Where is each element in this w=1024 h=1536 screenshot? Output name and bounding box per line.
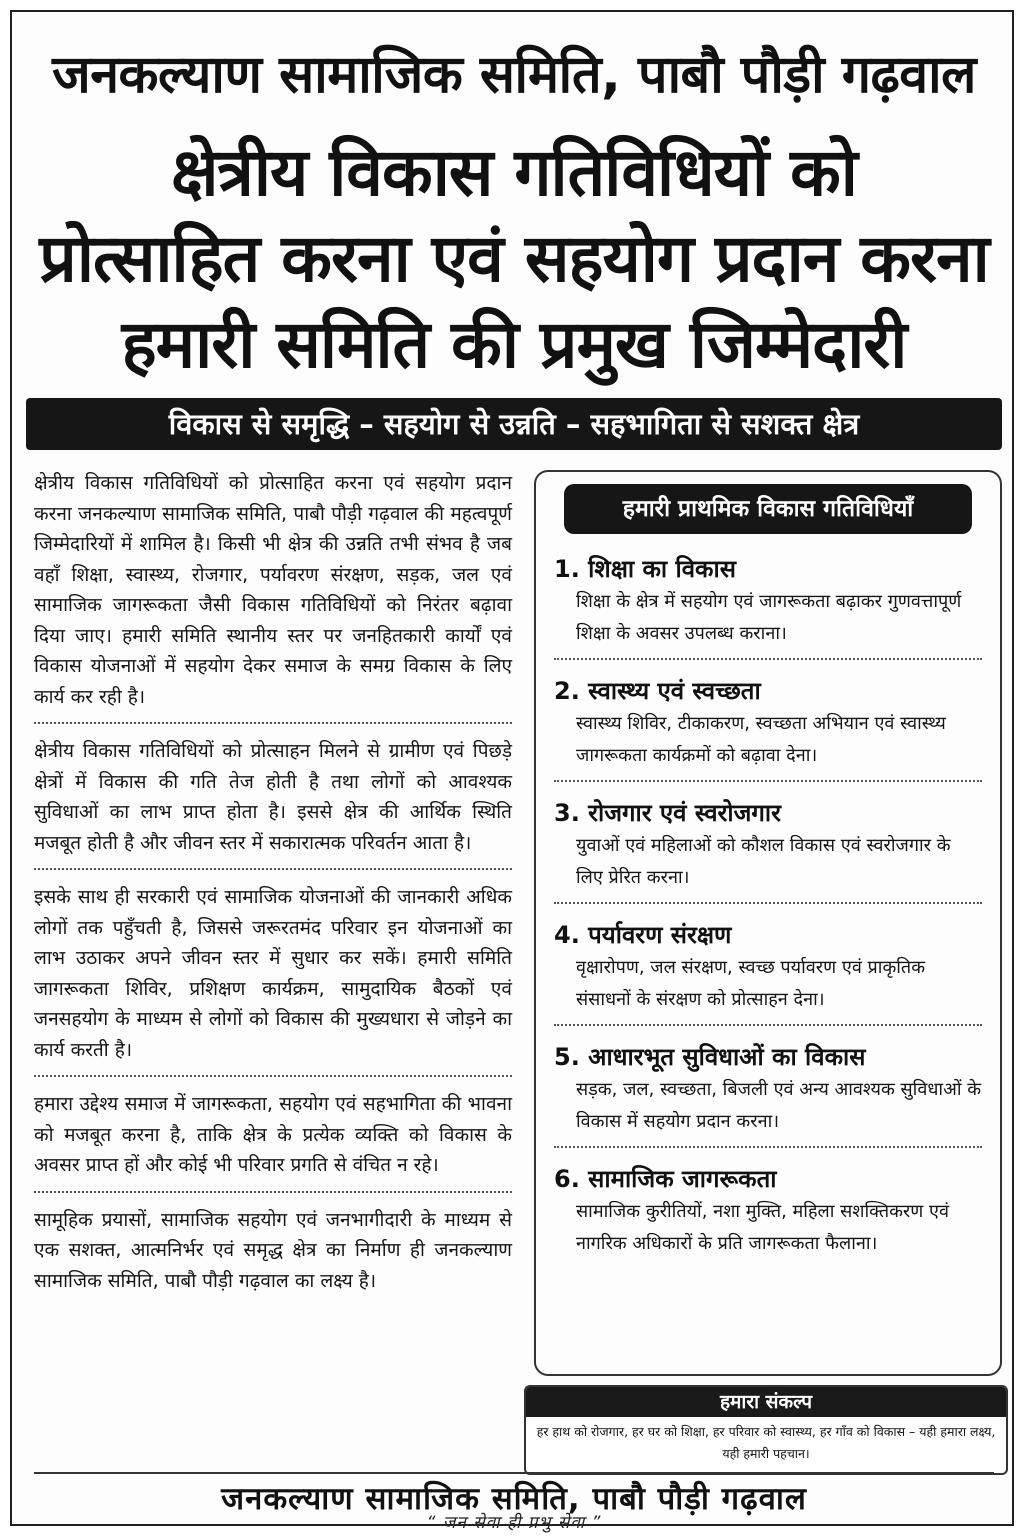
headline-line-2: प्रोत्साहित करना एवं सहयोग प्रदान करना <box>39 220 989 297</box>
activity-description: सड़क, जल, स्वच्छता, बिजली एवं अन्य आवश्यक सुविधाओं के विकास में सहयोग प्रदान करना। <box>576 1079 982 1132</box>
slogan-banner: विकास से समृद्धि – सहयोग से उन्नति – सहभागिता से सशक्त क्षेत्र <box>26 398 1002 450</box>
activity-description: शिक्षा के क्षेत्र में सहयोग एवं जागरूकता बढ़ाकर गुणवत्तापूर्ण शिक्षा के अवसर उपलब्ध कराना। <box>576 591 962 644</box>
activity-item <box>554 548 982 660</box>
activity-item <box>554 1158 982 1268</box>
activity-item <box>554 1036 982 1148</box>
activity-title: 4. पर्यावरण संरक्षण <box>554 921 732 949</box>
activities-box <box>534 470 1002 1376</box>
activity-description: स्वास्थ्य शिविर, टीकाकरण, स्वच्छता अभियान एवं स्वास्थ्य जागरूकता कार्यक्रमों को बढ़ावा देना। <box>576 713 946 766</box>
paragraph: हमारा उद्देश्य समाज में जागरूकता, सहयोग एवं सहभागिता की भावना को मजबूत करना है, ताकि क्षेत्र के प्रत्येक व्यक्ति को विकास के अवसर प्राप्त हों और कोई भी परिवार प्रगति से वंचित न रहे। <box>34 1085 512 1193</box>
activity-title: 6. सामाजिक जागरूकता <box>554 1165 777 1193</box>
activity-item <box>554 792 982 904</box>
activity-description: सामाजिक कुरीतियों, नशा मुक्ति, महिला सशक्तिकरण एवं नागरिक अधिकारों के प्रति जागरूकता फैलाना। <box>576 1201 949 1254</box>
activity-description: वृक्षारोपण, जल संरक्षण, स्वच्छ पर्यावरण एवं प्राकृतिक संसाधनों के संरक्षण को प्रोत्साहन देना। <box>576 957 926 1010</box>
footer-organization-name: जनकल्याण सामाजिक समिति, पाबौ पौड़ी गढ़वाल <box>221 1481 807 1517</box>
activity-description: युवाओं एवं महिलाओं को कौशल विकास एवं स्वरोजगार के लिए प्रेरित करना। <box>576 835 951 888</box>
activity-title: 1. शिक्षा का विकास <box>554 555 736 583</box>
resolution-box <box>524 1385 1008 1475</box>
headline-line-1: क्षेत्रीय विकास गतिविधियों को <box>171 134 857 211</box>
activity-item <box>554 914 982 1026</box>
footer-divider <box>34 1472 994 1474</box>
resolution-text: हर हाथ को रोजगार, हर घर को शिक्षा, हर परिवार को स्वास्थ्य, हर गाँव को विकास – यही हमारा लक्ष्य, यही हमारी पहचान। <box>536 1424 996 1461</box>
activities-title: हमारी प्राथमिक विकास गतिविधियाँ <box>564 484 972 534</box>
activity-title: 2. स्वास्थ्य एवं स्वच्छता <box>554 677 761 705</box>
intro-column <box>34 464 512 1306</box>
paragraph: क्षेत्रीय विकास गतिविधियों को प्रोत्साहन मिलने से ग्रामीण एवं पिछड़े क्षेत्रों में विकास की गति तेज होती है तथा लोगों को आवश्यक सुविधाओं का लाभ प्राप्त होता है। इससे क्षेत्र की आर्थिक स्थिति मजबूत होती है और जीवन स्तर में सकारात्मक परिवर्तन आता है। <box>34 732 512 870</box>
resolution-title: हमारा संकल्प <box>526 1387 1006 1417</box>
poster <box>10 10 1014 1533</box>
activity-item <box>554 670 982 782</box>
paragraph: इसके साथ ही सरकारी एवं सामाजिक योजनाओं की जानकारी अधिक लोगों तक पहुँचती है, जिससे जरूरतमंद परिवार इन योजनाओं का लाभ उठाकर अपने जीवन स्तर में सुधार कर सकें। हमारी समिति जागरूकता शिविर, प्रशिक्षण कार्यक्रम, सामुदायिक बैठकों एवं जनसहयोग के माध्यम से लोगों को विकास की मुख्यधारा से जोड़ने का कार्य करती है। <box>34 878 512 1077</box>
activity-title: 5. आधारभूत सुविधाओं का विकास <box>554 1043 866 1071</box>
headline-line-3: हमारी समिति की प्रमुख जिम्मेदारी <box>121 306 907 383</box>
footer-motto: “ जन सेवा ही प्रभु सेवा ” <box>426 1513 602 1533</box>
organization-title: जनकल्याण सामाजिक समिति, पाबौ पौड़ी गढ़वाल <box>52 45 976 105</box>
paragraph: सामूहिक प्रयासों, सामाजिक सहयोग एवं जनभागीदारी के माध्यम से एक सशक्त, आत्मनिर्भर एवं समृद्ध क्षेत्र का निर्माण ही जनकल्याण सामाजिक समिति, पाबौ पौड़ी गढ़वाल का लक्ष्य है। <box>34 1208 512 1292</box>
paragraph: क्षेत्रीय विकास गतिविधियों को प्रोत्साहित करना एवं सहयोग प्रदान करना जनकल्याण सामाजिक समिति, पाबौ पौड़ी गढ़वाल की महत्वपूर्ण जिम्मेदारियों में शामिल है। किसी भी क्षेत्र की उन्नति तभी संभव है जब वहाँ शिक्षा, स्वास्थ्य, रोजगार, पर्यावरण संरक्षण, सड़क, जल एवं सामाजिक जागरूकता जैसी विकास गतिविधियों को निरंतर बढ़ावा दिया जाए। हमारी समिति स्थानीय स्तर पर जनहितकारी कार्यों एवं विकास योजनाओं में सहयोग देकर समाज के समग्र विकास के लिए कार्य कर रही है। <box>34 464 512 724</box>
activity-title: 3. रोजगार एवं स्वरोजगार <box>554 799 781 827</box>
